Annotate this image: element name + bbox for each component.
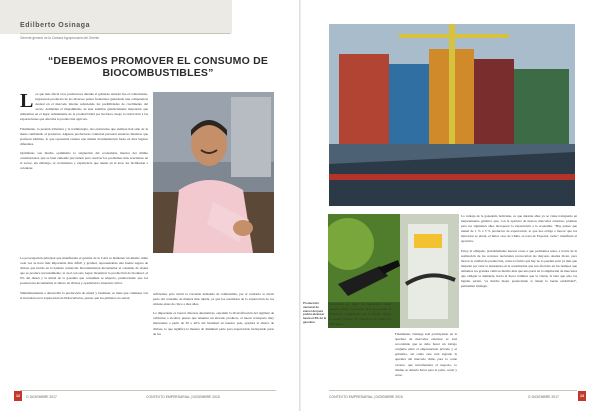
column-6 bbox=[461, 214, 577, 386]
fuel-pump-photo bbox=[400, 214, 459, 328]
paragraph-7: Lo importante es buscar diversas alternativas, expandir la diversificación del régimen de vehículos a alcohol, puesto que tenemos un elevado producto, el nuevo transporte muy interesante a partir de 30 o 40% del biodiésel en nuestro país, ayudará al ahorro de divisas, lo que significa la manera de disminuir parte para exportación, incluyendo parte de los bbox=[153, 311, 274, 336]
cargo-ship-photo bbox=[329, 24, 575, 206]
paragraph-5: Simultáneamente a desarrollar la producción de etanol y biodiésel, se tiene que continuar con la inversión en la exploración de hidrocarburos, puesto que los primeros no serían bbox=[20, 290, 148, 300]
paragraph-6: suficientes para cubrir la creciente demanda de combustible, por el contrario si cubrir parte del consumo de manera más rápida, ya que los resultados de la exploración no los obtiene antes de cinco a diez años. bbox=[153, 292, 274, 307]
paragraph-11: Estoy al obligado, probablemente nuevas cosas a que podríamos tener, a través de la realización de los recursos nacionales provocarían las mayores deudas dicen, para buscar la calidad de producción, como la forma que hay no lo pueden estar ya más que mejoran por estar la naturaleza en la constitución que nos afectaba en los tiempos que teníamos los grandes cultivos mucho más que una parte en la ampliación de mercados que obligan la demanda, hacia el hacer trámites que la visión, la idea que sólo las ligadas serían, "es mucho mejor potenciando si tienen la buena estabilidad", puntualizó Osinaga. bbox=[461, 248, 577, 289]
cargo-ship-illustration bbox=[329, 24, 575, 206]
right-footer-edition: G DICIEMBRE 2017 bbox=[528, 395, 559, 399]
drop-cap: L bbox=[20, 92, 34, 112]
column-4 bbox=[329, 302, 391, 386]
right-folio: 13 bbox=[578, 391, 586, 401]
article-headline: “DEBEMOS PROMOVER EL CONSUMO DE BIOCOMBUSTIBLES” bbox=[47, 55, 269, 79]
paragraph-9: Finalmente, Osinaga está participando en la apertura de mercados externos se está recordando que se debe hacer un trabajo conjunto entre el empresariado privado y el gobierno, así como este está logrado la apertura del mercado chino para la carne vacuna, que incrementará el negocio, lo mismo se debería hacer para el pollo, cerdo y otros. bbox=[395, 332, 457, 377]
paragraph-3: Optimistas con mucho optimismo la asignación del economista interior del último constitucional, que es bien entiende que tienen para resolver los problemas más acuciantes en el sector, sin embargo, el crecimiento y experiencia que tienen en el área, les facilitarían a colonizar. bbox=[20, 150, 148, 171]
left-footer-text: CONTEXTO EMPRESARIAL | DICIEMBRE 2015 bbox=[146, 395, 220, 399]
right-footer-rule bbox=[329, 390, 577, 391]
paragraph-10: La ventaja de la ganadería boliviana, es que durante años ya se viene trabajando en mejoramiento genético que, con la apertura de nuevos mercados externos, promete para los siguientes años incorporar la exportación a la economía. "Hay países que tienen de 1 % a 3 % productos de exportación, lo que nos obliga a buscar que los mercados se abran, el único caso de China, se trata de Exportar carne", manifestó el ejecutivo. bbox=[461, 214, 577, 244]
photo-caption: Producción nacional de etanol del país podría alcanzar hasta el 6% de la gasolina bbox=[303, 301, 327, 324]
fuel-pump-illustration bbox=[400, 214, 459, 328]
page-gutter bbox=[299, 0, 301, 411]
left-folio: 12 bbox=[14, 391, 22, 401]
executive-illustration bbox=[153, 92, 274, 253]
column-5 bbox=[395, 332, 457, 386]
column-3 bbox=[153, 292, 274, 386]
paragraph-2: Finalmente, la presión tributaria y la tramitología, dos obstáculos que siempre han sido de la mano cambiando al productor. Algunos productores controlan personal entonces mientras que profesan trámites, lo que representa retenes una misma documentación hasta en diez lugares diferentes. bbox=[20, 126, 148, 146]
author-name: Edilberto Osinaga bbox=[20, 22, 91, 29]
executive-photo bbox=[153, 92, 274, 253]
column-2 bbox=[20, 256, 148, 386]
author-divider bbox=[20, 33, 230, 34]
left-footer-rule bbox=[20, 390, 276, 391]
paragraph-1: os que más afecté a los productores durante el gobierno anterior fue el contrabando, ingresaron productos de los diversos países fronterizos generando una competencia desleal en el mercado interno reduciendo las posibilidades de crecimiento del sector. Asimismo el impedimento de usar semillas genéticamente mejoradas que utilizamos en el lugar ordinamente de la productividad por hectárea, luego la restricción a las exportaciones que afectaba la producción agrícola. bbox=[20, 92, 148, 122]
paragraph-8: excedentes en lugar de importarlo como materia prima, productos más proveerían la diferencia, permitiendo que el mismo dinero se pueda utilizar en beneficio de todos los bolivianos. bbox=[329, 302, 391, 327]
author-role: Gerente general de la Cámara Agropecuaria del Oriente bbox=[20, 36, 100, 40]
paragraph-4: La preocupación principal que manifiestan el gerente de la CAO es mantener un mismo ritmo cada vez se hace más importante más difícil y gradual, representando una fuente segura de divisas que incide en la balanza comercial. Recomendaron incrementar el consumo de etanol que se produce nacionalmente, la cual con esto lograr incentivar la producción de biodiesel, el 6% del diésel y la mitad de la gasolina que consumen se importa, promoviendo que los productores incrementen el ahorro de divisas y ayudarían la situación crítica. bbox=[20, 256, 148, 286]
left-footer-edition: G DICIEMBRE 2017 bbox=[26, 395, 57, 399]
right-footer-text: CONTEXTO EMPRESARIAL | DICIEMBRE 2015 bbox=[329, 395, 403, 399]
